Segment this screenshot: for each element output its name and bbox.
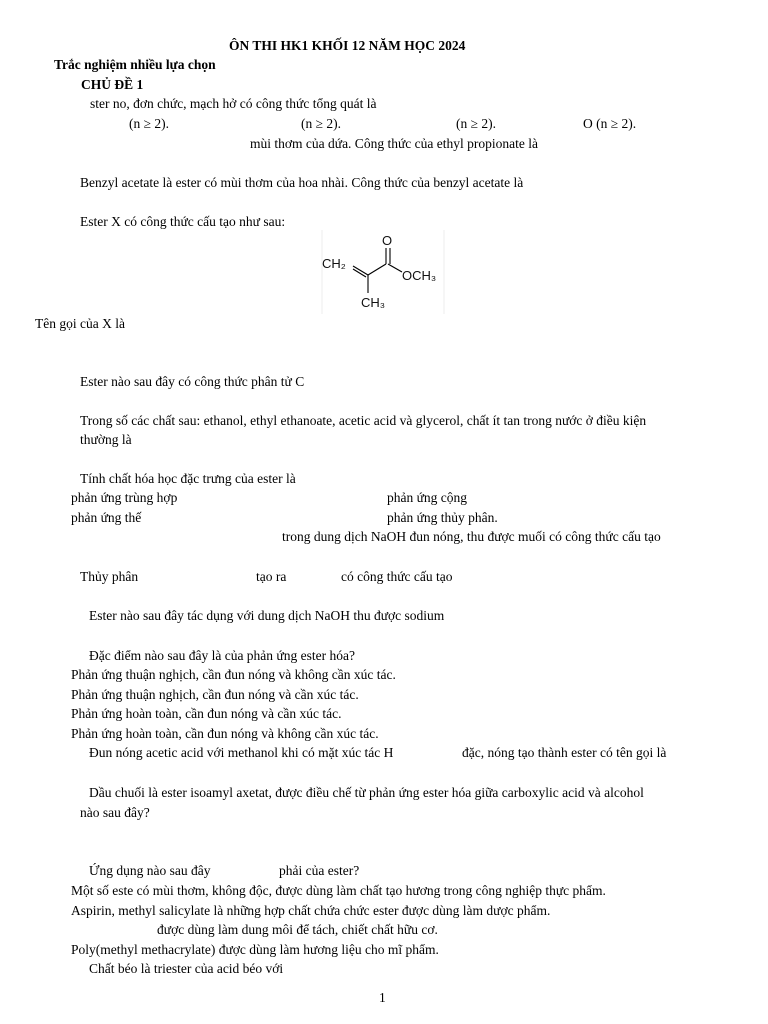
- question-6-line-2: thường là: [80, 432, 132, 447]
- group-ch2: CH₂: [322, 256, 346, 271]
- question-11-text: Đặc điểm nào sau đây là của phản ứng ester hóa?: [89, 648, 355, 663]
- question-13-line-2: nào sau đây?: [80, 805, 150, 820]
- question-4-name-prompt: Tên gọi của X là: [35, 316, 125, 331]
- topic-heading: CHỦ ĐỀ 1: [81, 77, 144, 92]
- question-7-option-b: phản ứng cộng: [387, 490, 468, 505]
- methyl-methacrylate-structure: [316, 230, 448, 314]
- question-11-option-b: Phản ứng thuận nghịch, cần đun nóng và cần xúc tác.: [71, 687, 359, 702]
- question-1-option-d: O (n ≥ 2).: [583, 116, 637, 131]
- question-2-text: mùi thơm của dứa. Công thức của ethyl propionate là: [250, 136, 538, 151]
- question-7-option-a: phản ứng trùng hợp: [71, 490, 178, 505]
- question-11-option-d: Phản ứng hoàn toàn, cần đun nóng và không cần xúc tác.: [71, 726, 379, 741]
- question-1-option-c: (n ≥ 2).: [456, 116, 497, 131]
- question-8-text: trong dung dịch NaOH đun nóng, thu được muối có công thức cấu tạo: [282, 529, 661, 544]
- question-14-part-1: Ứng dụng nào sau đây: [89, 863, 211, 878]
- question-14-option-d: Poly(methyl methacrylate) được dùng làm hương liệu cho mĩ phẩm.: [71, 942, 439, 957]
- group-och3: OCH₃: [402, 268, 437, 283]
- question-12-part-1: Đun nóng acetic acid với methanol khi có mặt xúc tác H: [89, 745, 394, 760]
- question-4-text: Ester X có công thức cấu tạo như sau:: [80, 214, 286, 229]
- question-3-text: Benzyl acetate là ester có mùi thơm của hoa nhài. Công thức của benzyl acetate là: [80, 175, 524, 190]
- question-14-option-b: Aspirin, methyl salicylate là những hợp chất chứa chức ester được dùng làm dược phẩm.: [71, 903, 551, 918]
- question-1-option-b: (n ≥ 2).: [301, 116, 342, 131]
- question-11-option-c: Phản ứng hoàn toàn, cần đun nóng và cần xúc tác.: [71, 706, 342, 721]
- question-9-part-2: tạo ra: [256, 569, 287, 584]
- question-9-part-1: Thủy phân: [80, 569, 139, 584]
- question-1-text: ster no, đơn chức, mạch hở có công thức tổng quát là: [90, 96, 377, 111]
- question-6-line-1: Trong số các chất sau: ethanol, ethyl ethanoate, acetic acid và glycerol, chất ít tan trong nước ở điều kiện: [80, 413, 647, 428]
- question-10-text: Ester nào sau đây tác dụng với dung dịch NaOH thu được sodium: [89, 608, 445, 623]
- question-5-text: Ester nào sau đây có công thức phân tử C: [80, 374, 305, 389]
- group-ch3: CH₃: [361, 295, 386, 310]
- question-15-text: Chất béo là triester của acid béo với: [89, 961, 284, 976]
- question-7-text: Tính chất hóa học đặc trưng của ester là: [80, 471, 296, 486]
- question-14-part-2: phải của ester?: [279, 863, 360, 878]
- question-14-option-c: được dùng làm dung môi để tách, chiết chất hữu cơ.: [157, 922, 438, 937]
- question-13-line-1: Dầu chuối là ester isoamyl axetat, được điều chế từ phản ứng ester hóa giữa carboxylic acid và alcohol: [89, 785, 644, 800]
- question-1-option-a: (n ≥ 2).: [129, 116, 170, 131]
- question-7-option-c: phản ứng thế: [71, 510, 142, 525]
- section-subtitle: Trắc nghiệm nhiều lựa chọn: [54, 57, 216, 72]
- question-14-option-a: Một số este có mùi thơm, không độc, được dùng làm chất tạo hương trong công nghiệp thực phẩm.: [71, 883, 606, 898]
- page-title: ÔN THI HK1 KHỐI 12 NĂM HỌC 2024: [229, 38, 466, 53]
- question-9-part-3: có công thức cấu tạo: [341, 569, 453, 584]
- question-7-option-d: phản ứng thủy phân.: [387, 510, 498, 525]
- atom-o: O: [382, 233, 393, 248]
- page-number: 1: [379, 990, 386, 1005]
- question-11-option-a: Phản ứng thuận nghịch, cần đun nóng và không cần xúc tác.: [71, 667, 396, 682]
- question-12-part-2: đặc, nóng tạo thành ester có tên gọi là: [462, 745, 667, 760]
